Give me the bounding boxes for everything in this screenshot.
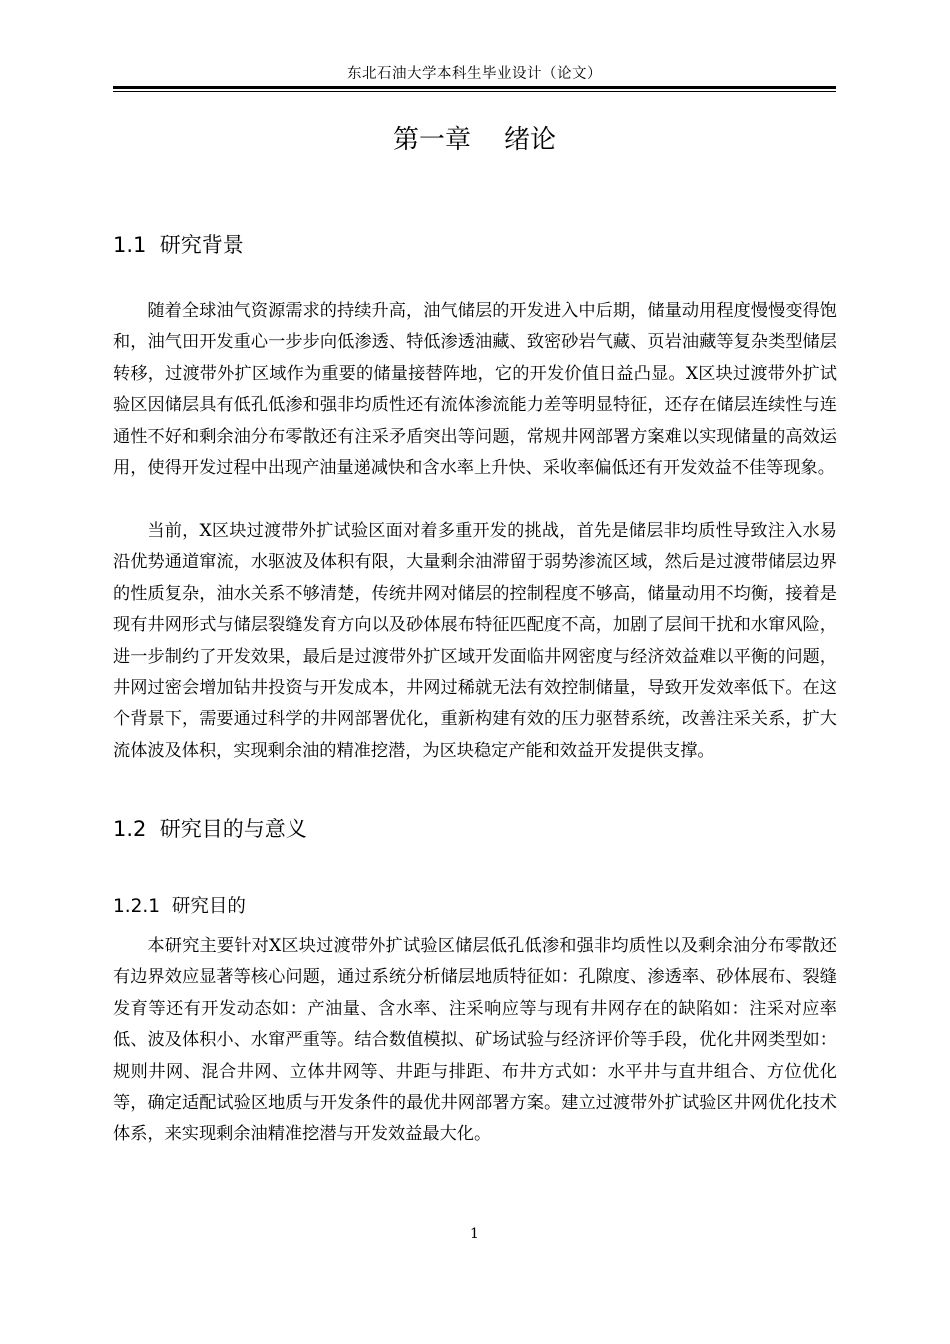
paragraph-purpose-1: 本研究主要针对X区块过渡带外扩试验区储层低孔低渗和强非均质性以及剩余油分布零散还有边界效应显著等核心问题，通过系统分析储层地质特征如：孔隙度、渗透率、砂体展布、裂缝发育等还有开发动态如：产油量、含水率、注采响应等与现有井网存在的缺陷如：注采对应率低、波及体积小、水窜严重等。结合数值模拟、矿场试验与经济评价等手段，优化井网类型如：规则井网、混合井网、立体井网等、井距与排距、布井方式如：水平井与直井组合、方位优化等，确定适配试验区地质与开发条件的最优井网部署方案。建立过渡带外扩试验区井网优化技术体系，来实现剩余油精准挖潜与开发效益最大化。 [113,936,837,1145]
paragraph-background-1: 随着全球油气资源需求的持续升高，油气储层的开发进入中后期，储量动用程度慢慢变得饱和，油气田开发重心一步步向低渗透、特低渗透油藏、致密砂岩气藏、页岩油藏等复杂类型储层转移，过渡带外扩区域作为重要的储量接替阵地，它的开发价值日益凸显。X区块过渡带外扩试验区因储层具有低孔低渗和强非均质性还有流体渗流能力差等明显特征，还存在储层连续性与连通性不好和剩余油分布零散还有注采矛盾突出等问题，常规井网部署方案难以实现储量的高效运用，使得开发过程中出现产油量递减快和含水率上升快、采收率偏低还有开发效益不佳等现象。 [113,301,837,479]
paragraph-background-2: 当前，X区块过渡带外扩试验区面对着多重开发的挑战，首先是储层非均质性导致注入水易沿优势通道窜流，水驱波及体积有限，大量剩余油滞留于弱势渗流区域，然后是过渡带储层边界的性质复杂，油水关系不够清楚，传统井网对储层的控制程度不够高，储量动用不均衡，接着是现有井网形式与储层裂缝发育方向以及砂体展布特征匹配度不高，加剧了层间干扰和水窜风险，进一步制约了开发效果，最后是过渡带外扩区域开发面临井网密度与经济效益难以平衡的问题，井网过密会增加钻井投资与开发成本，井网过稀就无法有效控制储量，导致开发效率低下。在这个背景下，需要通过科学的井网部署优化，重新构建有效的压力驱替系统，改善注采关系，扩大流体波及体积，实现剩余油的精准挖潜，为区块稳定产能和效益开发提供支撑。 [113,521,837,761]
page-number: 1 [470,1226,479,1242]
subsection-heading-1-2-1: 1.2.1 研究目的 [113,896,246,917]
header-rule-thick [113,86,836,89]
running-header: 东北石油大学本科生毕业设计（论文） [347,66,602,82]
section-heading-1-1: 1.1 研究背景 [113,233,244,257]
chapter-title: 第一章 绪论 [392,125,557,155]
section-heading-1-2: 1.2 研究目的与意义 [113,817,307,841]
header-rule-thin [113,91,836,92]
